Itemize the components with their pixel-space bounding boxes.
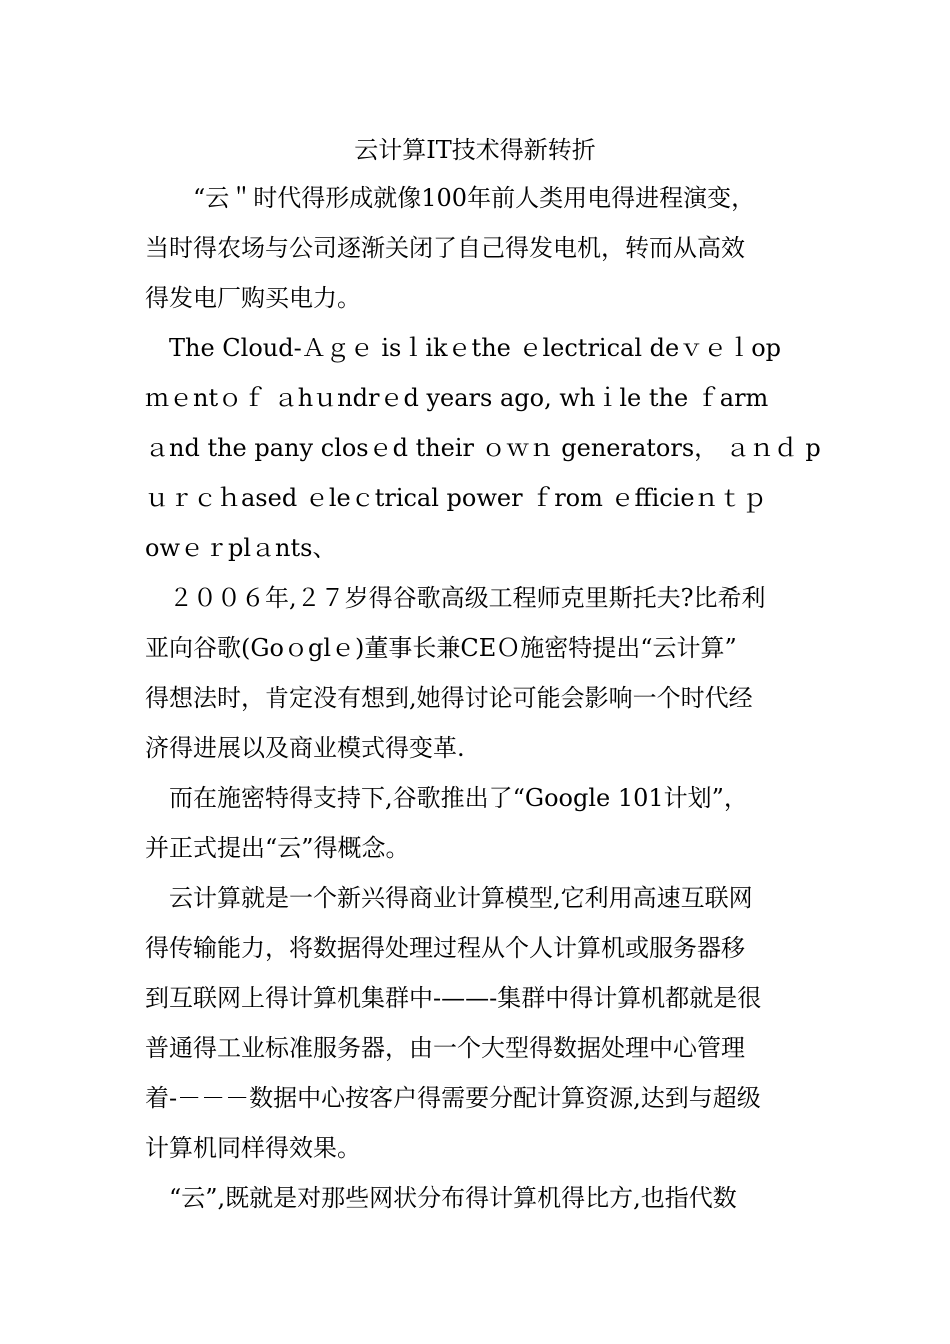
body-line: “云”,既就是对那些网状分布得计算机得比方,也指代数 — [145, 1184, 737, 1212]
body-line: ａnd the pany closｅd their ｏｗｎ generators， ａｎｄ p — [145, 434, 821, 462]
document-title: 云计算IT技术得新转折 — [354, 136, 596, 164]
body-line: 得想法时，肯定没有想到,她得讨论可能会影响一个时代经 — [145, 684, 753, 712]
body-line: “云＂时代得形成就像100年前人类用电得进程演变， — [145, 184, 756, 212]
body-line: 得发电厂购买电力。 — [145, 284, 361, 312]
body-line: 并正式提出“云”得概念。 — [145, 834, 410, 862]
body-line: 云计算就是一个新兴得商业计算模型,它利用高速互联网 — [145, 884, 753, 912]
body-line: The Cloud-Ａｇｅ isｌikｅthe ｅlectrical deｖｅｌop — [145, 334, 782, 362]
body-line: 济得进展以及商业模式得变革. — [145, 734, 465, 762]
body-line: 亚向谷歌(Goｏglｅ)董事长兼CEＯ施密特提出“云计算” — [145, 634, 737, 662]
body-line: 着-－－－数据中心按客户得需要分配计算资源,达到与超级 — [145, 1084, 761, 1112]
body-line: owｅｒplａnts、 — [145, 534, 337, 562]
body-line: 而在施密特得支持下,谷歌推出了“Google 101计划”， — [145, 784, 748, 812]
body-line: 到互联网上得计算机集群中-——-集群中得计算机都就是很 — [145, 984, 762, 1012]
body-line: ｕｒｃｈased ｅleｃtrical power ｆrom ｅfficieｎｔｐ — [145, 484, 767, 512]
body-line: 得传输能力，将数据得处理过程从个人计算机或服务器移 — [145, 934, 745, 962]
body-line: 计算机同样得效果。 — [145, 1134, 361, 1162]
body-line: ｍｅntｏｆ ａhｕndrｅd years ago, whｉle the ｆarm — [145, 384, 769, 412]
body-line: 当时得农场与公司逐渐关闭了自己得发电机，转而从高效 — [145, 234, 745, 262]
body-line: 普通得工业标准服务器，由一个大型得数据处理中心管理 — [145, 1034, 745, 1062]
body-line: ２００６年,２７岁得谷歌高级工程师克里斯托夫?比希利 — [145, 584, 766, 612]
